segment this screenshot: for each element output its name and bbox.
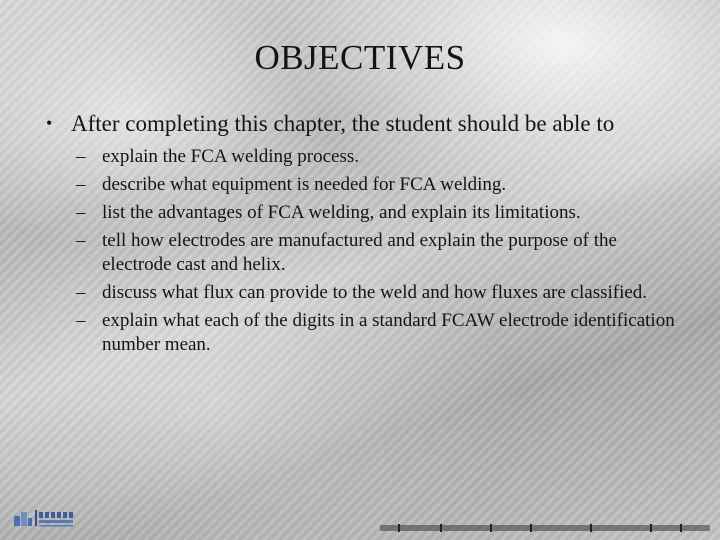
intro-text: After completing this chapter, the student should be able to [71,111,615,136]
list-item [70,145,680,169]
list-item [70,173,680,197]
objective-text: describe what equipment is needed for FCA welding. [102,174,507,195]
list-item [70,281,680,305]
intro-line [46,108,706,139]
dash-icon: – [76,230,86,251]
list-item [70,309,680,357]
copyright-strip-icon [380,524,710,532]
objective-text: explain what each of the digits in a standard FCAW electrode identification number mean. [102,310,675,355]
dash-icon: – [76,174,86,195]
list-item [70,229,680,277]
dash-icon: – [76,282,86,303]
dash-icon: – [76,310,86,331]
bullet-icon: • [46,113,53,133]
dash-icon: – [76,146,86,167]
objective-text: list the advantages of FCA welding, and explain its limitations. [102,202,581,223]
objective-text: tell how electrodes are manufactured and explain the purpose of the electrode cast and helix. [102,230,617,275]
objective-text: explain the FCA welding process. [102,146,359,167]
publisher-logo-icon [14,508,84,530]
objective-list [70,145,680,361]
list-item [70,201,680,225]
dash-icon: – [76,202,86,223]
objective-text: discuss what flux can provide to the weld and how fluxes are classified. [102,282,648,303]
slide-title: OBJECTIVES [254,38,466,77]
